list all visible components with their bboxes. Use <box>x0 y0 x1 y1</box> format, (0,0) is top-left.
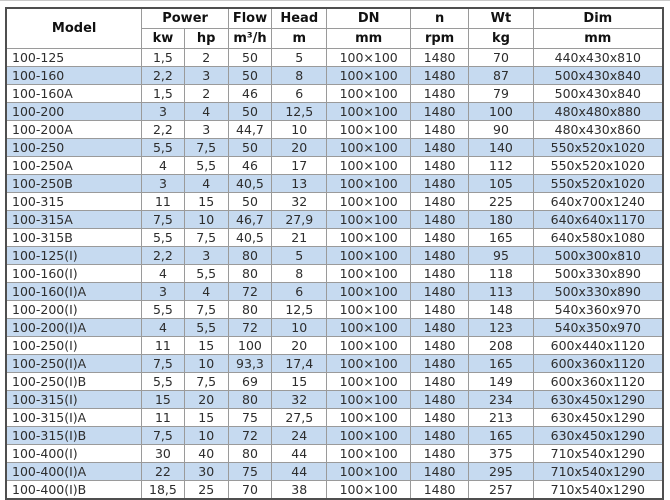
cell-flow: 69 <box>228 373 271 391</box>
table-row <box>6 67 663 85</box>
cell-model: 100-315(I)A <box>6 409 142 427</box>
cell-n-rpm: 1480 <box>410 319 468 337</box>
cell-power-kw: 22 <box>142 463 184 481</box>
cell-power-hp: 15 <box>184 409 228 427</box>
cell-model: 100-250(I) <box>6 337 142 355</box>
cell-n-rpm: 1480 <box>410 121 468 139</box>
cell-dn: 100×100 <box>327 157 411 175</box>
table-row <box>6 445 663 463</box>
cell-power-kw: 2,2 <box>142 121 184 139</box>
cell-n-rpm: 1480 <box>410 337 468 355</box>
cell-flow: 80 <box>228 391 271 409</box>
cell-power-hp: 7,5 <box>184 139 228 157</box>
header-flow-unit: m³/h <box>228 29 271 49</box>
cell-dim: 710x540x1290 <box>533 481 663 500</box>
pump-spec-table <box>5 7 664 500</box>
table-row <box>6 139 663 157</box>
cell-model: 100-315A <box>6 211 142 229</box>
cell-wt: 225 <box>469 193 533 211</box>
cell-wt: 100 <box>469 103 533 121</box>
cell-dn: 100×100 <box>327 211 411 229</box>
cell-power-kw: 7,5 <box>142 355 184 373</box>
cell-power-hp: 3 <box>184 67 228 85</box>
cell-head: 5 <box>272 49 327 67</box>
cell-model: 100-400(I)A <box>6 463 142 481</box>
cell-power-kw: 7,5 <box>142 211 184 229</box>
cell-power-kw: 4 <box>142 319 184 337</box>
cell-model: 100-160A <box>6 85 142 103</box>
cell-wt: 295 <box>469 463 533 481</box>
cell-n-rpm: 1480 <box>410 211 468 229</box>
table-row <box>6 103 663 121</box>
cell-head: 27,5 <box>272 409 327 427</box>
header-dn: DN <box>327 8 411 29</box>
cell-power-hp: 2 <box>184 85 228 103</box>
cell-n-rpm: 1480 <box>410 67 468 85</box>
header-power-hp: hp <box>184 29 228 49</box>
cell-dim: 630x450x1290 <box>533 409 663 427</box>
cell-dim: 480x480x880 <box>533 103 663 121</box>
cell-power-hp: 20 <box>184 391 228 409</box>
table-row <box>6 427 663 445</box>
cell-n-rpm: 1480 <box>410 463 468 481</box>
cell-head: 27,9 <box>272 211 327 229</box>
header-row-1 <box>6 8 663 29</box>
cell-head: 8 <box>272 265 327 283</box>
cell-wt: 165 <box>469 355 533 373</box>
cell-head: 15 <box>272 373 327 391</box>
table-row <box>6 337 663 355</box>
cell-flow: 72 <box>228 283 271 301</box>
cell-dim: 500x430x840 <box>533 67 663 85</box>
cell-head: 38 <box>272 481 327 500</box>
cell-model: 100-200(I) <box>6 301 142 319</box>
cell-dim: 500x430x840 <box>533 85 663 103</box>
cell-dim: 550x520x1020 <box>533 157 663 175</box>
cell-n-rpm: 1480 <box>410 193 468 211</box>
table-row <box>6 283 663 301</box>
cell-power-kw: 4 <box>142 265 184 283</box>
cell-model: 100-250B <box>6 175 142 193</box>
cell-head: 24 <box>272 427 327 445</box>
cell-dn: 100×100 <box>327 445 411 463</box>
cell-power-kw: 4 <box>142 157 184 175</box>
cell-model: 100-250(I)B <box>6 373 142 391</box>
cell-dn: 100×100 <box>327 175 411 193</box>
header-power-kw: kw <box>142 29 184 49</box>
cell-dim: 440x430x810 <box>533 49 663 67</box>
cell-dim: 710x540x1290 <box>533 445 663 463</box>
cell-power-hp: 4 <box>184 103 228 121</box>
cell-n-rpm: 1480 <box>410 229 468 247</box>
cell-head: 10 <box>272 319 327 337</box>
cell-wt: 165 <box>469 229 533 247</box>
cell-head: 12,5 <box>272 301 327 319</box>
cell-dn: 100×100 <box>327 229 411 247</box>
cell-flow: 93,3 <box>228 355 271 373</box>
cell-power-hp: 4 <box>184 283 228 301</box>
cell-flow: 50 <box>228 193 271 211</box>
cell-dim: 600x440x1120 <box>533 337 663 355</box>
cell-head: 6 <box>272 85 327 103</box>
cell-model: 100-200 <box>6 103 142 121</box>
cell-power-hp: 5,5 <box>184 265 228 283</box>
cell-dim: 540x350x970 <box>533 319 663 337</box>
cell-n-rpm: 1480 <box>410 391 468 409</box>
cell-dn: 100×100 <box>327 319 411 337</box>
cell-head: 44 <box>272 445 327 463</box>
cell-head: 20 <box>272 337 327 355</box>
cell-power-kw: 5,5 <box>142 301 184 319</box>
table-row <box>6 85 663 103</box>
cell-power-kw: 3 <box>142 103 184 121</box>
header-head: Head <box>272 8 327 29</box>
table-row <box>6 409 663 427</box>
cell-head: 32 <box>272 391 327 409</box>
cell-power-hp: 5,5 <box>184 157 228 175</box>
cell-n-rpm: 1480 <box>410 427 468 445</box>
cell-n-rpm: 1480 <box>410 409 468 427</box>
cell-power-kw: 2,2 <box>142 67 184 85</box>
cell-head: 17 <box>272 157 327 175</box>
header-dim: Dim <box>533 8 663 29</box>
cell-power-hp: 3 <box>184 247 228 265</box>
cell-dim: 550x520x1020 <box>533 175 663 193</box>
page-top-rule <box>0 0 670 1</box>
cell-n-rpm: 1480 <box>410 85 468 103</box>
cell-power-hp: 7,5 <box>184 229 228 247</box>
cell-flow: 75 <box>228 463 271 481</box>
cell-head: 5 <box>272 247 327 265</box>
cell-power-hp: 25 <box>184 481 228 500</box>
cell-flow: 40,5 <box>228 175 271 193</box>
cell-power-hp: 30 <box>184 463 228 481</box>
table-row <box>6 481 663 500</box>
cell-dim: 500x330x890 <box>533 265 663 283</box>
cell-power-kw: 11 <box>142 409 184 427</box>
cell-wt: 234 <box>469 391 533 409</box>
cell-power-kw: 7,5 <box>142 427 184 445</box>
cell-power-kw: 2,2 <box>142 247 184 265</box>
cell-power-kw: 5,5 <box>142 229 184 247</box>
cell-head: 13 <box>272 175 327 193</box>
cell-flow: 40,5 <box>228 229 271 247</box>
cell-dn: 100×100 <box>327 283 411 301</box>
cell-dn: 100×100 <box>327 427 411 445</box>
cell-n-rpm: 1480 <box>410 265 468 283</box>
table-row <box>6 373 663 391</box>
header-wt: Wt <box>469 8 533 29</box>
cell-model: 100-160 <box>6 67 142 85</box>
cell-dn: 100×100 <box>327 193 411 211</box>
cell-wt: 208 <box>469 337 533 355</box>
cell-model: 100-125 <box>6 49 142 67</box>
cell-wt: 113 <box>469 283 533 301</box>
cell-dn: 100×100 <box>327 265 411 283</box>
cell-wt: 165 <box>469 427 533 445</box>
cell-model: 100-315 <box>6 193 142 211</box>
header-n-unit: rpm <box>410 29 468 49</box>
cell-power-hp: 5,5 <box>184 319 228 337</box>
cell-flow: 100 <box>228 337 271 355</box>
cell-model: 100-250 <box>6 139 142 157</box>
table-row <box>6 301 663 319</box>
table-row <box>6 121 663 139</box>
table-header <box>6 8 663 49</box>
cell-n-rpm: 1480 <box>410 445 468 463</box>
cell-dim: 540x360x970 <box>533 301 663 319</box>
cell-dn: 100×100 <box>327 121 411 139</box>
cell-flow: 46 <box>228 85 271 103</box>
cell-n-rpm: 1480 <box>410 481 468 500</box>
cell-model: 100-160(I)A <box>6 283 142 301</box>
cell-flow: 50 <box>228 139 271 157</box>
table-row <box>6 193 663 211</box>
cell-head: 32 <box>272 193 327 211</box>
cell-model: 100-200(I)A <box>6 319 142 337</box>
cell-n-rpm: 1480 <box>410 355 468 373</box>
cell-flow: 72 <box>228 319 271 337</box>
cell-dim: 600x360x1120 <box>533 355 663 373</box>
cell-wt: 180 <box>469 211 533 229</box>
cell-power-hp: 40 <box>184 445 228 463</box>
cell-wt: 148 <box>469 301 533 319</box>
cell-dim: 600x360x1120 <box>533 373 663 391</box>
cell-wt: 149 <box>469 373 533 391</box>
header-dim-unit: mm <box>533 29 663 49</box>
cell-dim: 630x450x1290 <box>533 391 663 409</box>
cell-model: 100-250A <box>6 157 142 175</box>
cell-dim: 480x430x860 <box>533 121 663 139</box>
table-row <box>6 211 663 229</box>
cell-dim: 500x330x890 <box>533 283 663 301</box>
cell-wt: 95 <box>469 247 533 265</box>
cell-wt: 123 <box>469 319 533 337</box>
cell-dn: 100×100 <box>327 85 411 103</box>
table-row <box>6 319 663 337</box>
cell-power-hp: 4 <box>184 175 228 193</box>
cell-power-hp: 10 <box>184 355 228 373</box>
cell-n-rpm: 1480 <box>410 247 468 265</box>
cell-model: 100-400(I)B <box>6 481 142 500</box>
cell-head: 12,5 <box>272 103 327 121</box>
cell-wt: 112 <box>469 157 533 175</box>
cell-power-kw: 11 <box>142 337 184 355</box>
cell-power-kw: 18,5 <box>142 481 184 500</box>
cell-model: 100-250(I)A <box>6 355 142 373</box>
cell-n-rpm: 1480 <box>410 157 468 175</box>
cell-dn: 100×100 <box>327 481 411 500</box>
cell-power-hp: 3 <box>184 121 228 139</box>
header-n: n <box>410 8 468 29</box>
table-row <box>6 247 663 265</box>
cell-flow: 50 <box>228 67 271 85</box>
cell-wt: 118 <box>469 265 533 283</box>
cell-dn: 100×100 <box>327 139 411 157</box>
header-power: Power <box>142 8 229 29</box>
cell-power-hp: 10 <box>184 211 228 229</box>
table-row <box>6 49 663 67</box>
table-row <box>6 463 663 481</box>
cell-model: 100-315(I) <box>6 391 142 409</box>
cell-power-hp: 15 <box>184 337 228 355</box>
cell-dim: 550x520x1020 <box>533 139 663 157</box>
cell-dim: 710x540x1290 <box>533 463 663 481</box>
cell-dn: 100×100 <box>327 337 411 355</box>
cell-power-kw: 15 <box>142 391 184 409</box>
cell-n-rpm: 1480 <box>410 301 468 319</box>
cell-model: 100-160(I) <box>6 265 142 283</box>
cell-dn: 100×100 <box>327 103 411 121</box>
cell-model: 100-200A <box>6 121 142 139</box>
cell-wt: 213 <box>469 409 533 427</box>
cell-power-kw: 11 <box>142 193 184 211</box>
cell-power-hp: 7,5 <box>184 301 228 319</box>
cell-head: 17,4 <box>272 355 327 373</box>
cell-dn: 100×100 <box>327 49 411 67</box>
table-row <box>6 265 663 283</box>
cell-head: 20 <box>272 139 327 157</box>
table-row <box>6 175 663 193</box>
cell-flow: 50 <box>228 49 271 67</box>
header-flow: Flow <box>228 8 271 29</box>
cell-model: 100-400(I) <box>6 445 142 463</box>
cell-wt: 79 <box>469 85 533 103</box>
cell-power-kw: 3 <box>142 283 184 301</box>
cell-model: 100-315(I)B <box>6 427 142 445</box>
table-row <box>6 157 663 175</box>
cell-flow: 80 <box>228 265 271 283</box>
cell-power-kw: 30 <box>142 445 184 463</box>
cell-dim: 640x700x1240 <box>533 193 663 211</box>
cell-power-hp: 15 <box>184 193 228 211</box>
cell-dn: 100×100 <box>327 301 411 319</box>
cell-n-rpm: 1480 <box>410 283 468 301</box>
table-row <box>6 229 663 247</box>
cell-dn: 100×100 <box>327 247 411 265</box>
cell-flow: 44,7 <box>228 121 271 139</box>
cell-head: 10 <box>272 121 327 139</box>
cell-n-rpm: 1480 <box>410 373 468 391</box>
cell-n-rpm: 1480 <box>410 103 468 121</box>
cell-wt: 375 <box>469 445 533 463</box>
cell-power-hp: 7,5 <box>184 373 228 391</box>
cell-flow: 46 <box>228 157 271 175</box>
cell-wt: 140 <box>469 139 533 157</box>
table-body <box>6 49 663 500</box>
cell-power-kw: 5,5 <box>142 373 184 391</box>
cell-dn: 100×100 <box>327 409 411 427</box>
cell-dn: 100×100 <box>327 391 411 409</box>
cell-power-hp: 2 <box>184 49 228 67</box>
cell-dn: 100×100 <box>327 355 411 373</box>
cell-power-kw: 1,5 <box>142 49 184 67</box>
cell-wt: 90 <box>469 121 533 139</box>
header-head-unit: m <box>272 29 327 49</box>
cell-dn: 100×100 <box>327 463 411 481</box>
cell-dim: 500x300x810 <box>533 247 663 265</box>
cell-n-rpm: 1480 <box>410 175 468 193</box>
header-wt-unit: kg <box>469 29 533 49</box>
cell-wt: 87 <box>469 67 533 85</box>
header-model: Model <box>6 8 142 49</box>
table-row <box>6 391 663 409</box>
header-dn-unit: mm <box>327 29 411 49</box>
cell-power-kw: 1,5 <box>142 85 184 103</box>
cell-flow: 80 <box>228 247 271 265</box>
cell-head: 8 <box>272 67 327 85</box>
cell-wt: 105 <box>469 175 533 193</box>
cell-head: 21 <box>272 229 327 247</box>
table-row <box>6 355 663 373</box>
cell-dim: 640x580x1080 <box>533 229 663 247</box>
cell-wt: 257 <box>469 481 533 500</box>
cell-model: 100-315B <box>6 229 142 247</box>
cell-flow: 50 <box>228 103 271 121</box>
cell-power-hp: 10 <box>184 427 228 445</box>
cell-dim: 640x640x1170 <box>533 211 663 229</box>
cell-power-kw: 3 <box>142 175 184 193</box>
cell-dim: 630x450x1290 <box>533 427 663 445</box>
cell-head: 6 <box>272 283 327 301</box>
cell-head: 44 <box>272 463 327 481</box>
cell-model: 100-125(I) <box>6 247 142 265</box>
cell-n-rpm: 1480 <box>410 49 468 67</box>
cell-flow: 80 <box>228 301 271 319</box>
cell-flow: 80 <box>228 445 271 463</box>
cell-n-rpm: 1480 <box>410 139 468 157</box>
cell-flow: 46,7 <box>228 211 271 229</box>
cell-dn: 100×100 <box>327 67 411 85</box>
cell-flow: 70 <box>228 481 271 500</box>
cell-dn: 100×100 <box>327 373 411 391</box>
cell-flow: 72 <box>228 427 271 445</box>
cell-flow: 75 <box>228 409 271 427</box>
cell-wt: 70 <box>469 49 533 67</box>
cell-power-kw: 5,5 <box>142 139 184 157</box>
